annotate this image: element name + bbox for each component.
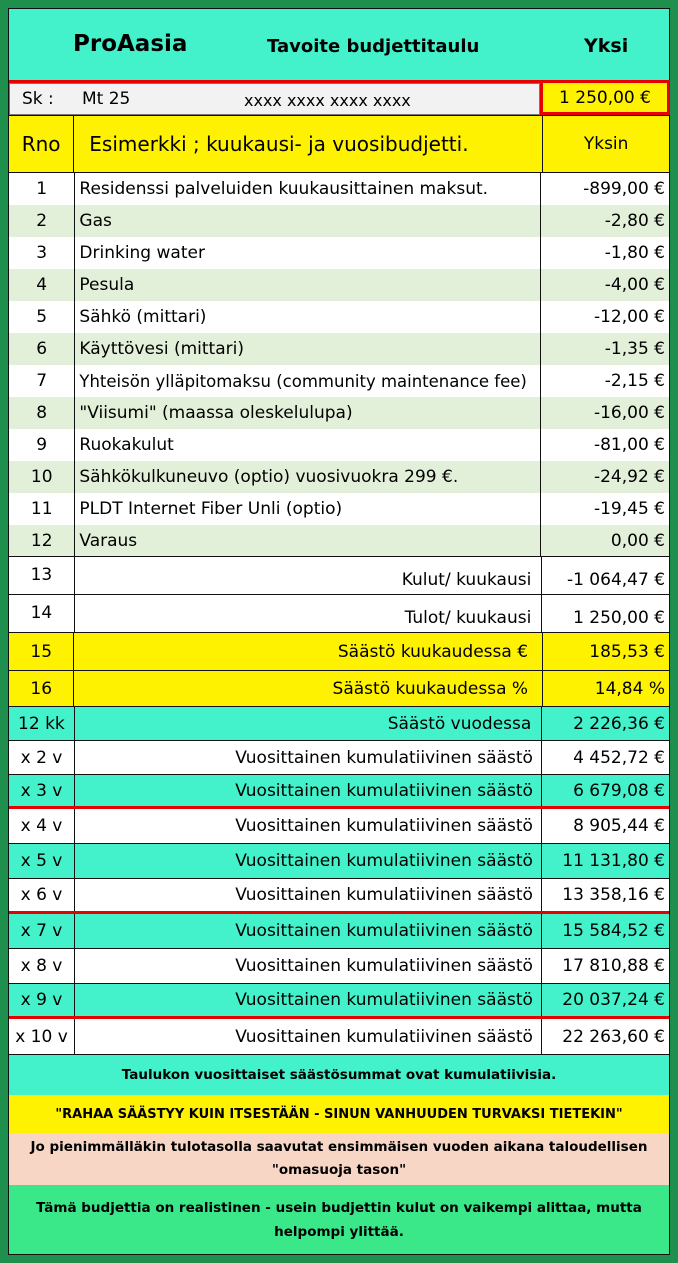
col-value-label: Yksin (583, 134, 629, 154)
year-period: x 8 v (9, 949, 75, 983)
year-period: x 2 v (9, 741, 75, 774)
item-value: 0,00 € (610, 530, 665, 551)
list-item (9, 269, 669, 301)
table-row (9, 707, 669, 741)
summary-value: 185,53 € (589, 641, 665, 662)
year-label: Vuosittainen kumulatiivinen säästö (75, 984, 542, 1016)
list-item (9, 365, 669, 397)
year-value: 6 679,08 € (573, 780, 665, 801)
item-description: Yhteisön ylläpitomaksu (community maintenance fee) (75, 365, 541, 397)
note-cumulative-text: Taulukon vuosittaiset säästösummat ovat kumulatiivisia. (121, 1067, 557, 1083)
masked-number: xxxx xxxx xxxx xxxx (244, 91, 411, 110)
summary-number: 13 (9, 557, 75, 594)
list-item (9, 525, 669, 557)
year-value: 20 037,24 € (562, 990, 665, 1010)
year-value: 13 358,16 € (562, 885, 665, 905)
year-label: Vuosittainen kumulatiivinen säästö (75, 844, 542, 878)
column-header (9, 115, 669, 173)
year-value: 2 226,36 € (573, 713, 666, 734)
item-description: PLDT Internet Fiber Unli (optio) (75, 493, 541, 525)
item-number: 1 (9, 173, 75, 205)
item-number: 5 (9, 301, 75, 333)
income-amount: 1 250,00 € (559, 87, 651, 108)
summary-value: 1 250,00 € (573, 608, 666, 628)
item-number: 11 (9, 493, 75, 525)
summary-label: Säästö kuukaudessa % (74, 671, 543, 706)
col-desc (74, 116, 543, 172)
brand-name: ProAasia (73, 31, 188, 57)
item-value: -899,00 € (583, 179, 665, 199)
summary-label: Tulot/ kuukausi (75, 595, 543, 632)
col-desc-label: Esimerkki ; kuukausi- ja vuosibudjetti. (89, 132, 469, 156)
summary-number: 14 (9, 595, 75, 632)
sheet-title: Tavoite budjettitaulu (267, 36, 480, 57)
note-income-level-text: Jo pienimmälläkin tulotasolla saavutat ensimmäisen vuoden aikana taloudellisen "omasuoja tason" (30, 1139, 648, 1178)
item-value: -2,15 € (604, 371, 665, 391)
table-row (9, 949, 669, 984)
year-label: Säästö vuodessa (75, 707, 543, 740)
item-description: Varaus (75, 525, 541, 556)
list-item (9, 397, 669, 429)
year-value: 17 810,88 € (562, 956, 665, 976)
item-value: -2,80 € (604, 211, 665, 231)
year-period: x 6 v (9, 879, 75, 911)
item-number: 8 (9, 397, 75, 429)
item-number: 7 (9, 365, 75, 397)
year-period: x 4 v (9, 809, 75, 843)
year-period: x 3 v (9, 775, 75, 806)
year-value: 22 263,60 € (562, 1026, 665, 1047)
table-row (9, 741, 669, 775)
list-item (9, 301, 669, 333)
col-value (543, 116, 669, 172)
summary-row-saving-pct (9, 671, 669, 707)
col-rno (9, 116, 74, 172)
table-row (9, 775, 669, 809)
header-right-label: Yksi (584, 35, 629, 57)
year-period: x 10 v (9, 1019, 75, 1054)
income-amount-box (540, 80, 670, 115)
note-cumulative (9, 1055, 669, 1095)
item-number: 10 (9, 461, 75, 493)
item-value: -4,00 € (604, 275, 665, 295)
item-number: 4 (9, 269, 75, 301)
account-row (9, 80, 669, 115)
table-row (9, 844, 669, 879)
note-slogan (9, 1095, 669, 1133)
list-item (9, 173, 669, 205)
summary-value: 14,84 % (594, 678, 665, 699)
item-description: Sähkökulkuneuvo (optio) vuosivuokra 299 €. (75, 461, 541, 493)
note-realistic-text: Tämä budjettia on realistinen - usein budjettin kulut on vaikempi alittaa, mutta helpompi ylittää. (36, 1199, 642, 1240)
sk-label: Sk : (22, 89, 54, 109)
item-number: 6 (9, 333, 75, 365)
list-item (9, 493, 669, 525)
year-period: x 5 v (9, 844, 75, 878)
note-realistic (9, 1185, 669, 1254)
table-row (9, 879, 669, 914)
table-row (9, 984, 669, 1019)
summary-number: 16 (9, 671, 74, 706)
item-number: 9 (9, 429, 75, 461)
note-slogan-text: "RAHAA SÄÄSTYY KUIN ITSESTÄÄN - SINUN VANHUUDEN TURVAKSI TIETEKIN" (55, 1106, 623, 1122)
year-value: 15 584,52 € (562, 921, 665, 941)
table-row (9, 914, 669, 949)
item-value: -19,45 € (593, 499, 665, 519)
item-description: Gas (75, 205, 541, 237)
item-number: 2 (9, 205, 75, 237)
item-value: -81,00 € (593, 435, 665, 455)
year-label: Vuosittainen kumulatiivinen säästö (75, 741, 542, 774)
year-label: Vuosittainen kumulatiivinen säästö (75, 914, 542, 948)
summary-row-income (9, 595, 669, 633)
list-item (9, 237, 669, 269)
year-label: Vuosittainen kumulatiivinen säästö (75, 775, 542, 806)
item-description: Ruokakulut (75, 429, 541, 461)
item-value: -12,00 € (593, 307, 665, 327)
mt-label: Mt 25 (82, 89, 131, 109)
year-label: Vuosittainen kumulatiivinen säästö (75, 879, 542, 911)
item-description: Sähkö (mittari) (75, 301, 541, 333)
summary-number: 15 (9, 633, 74, 670)
year-period: x 7 v (9, 914, 75, 948)
item-description: "Viisumi" (maassa oleskelulupa) (75, 397, 541, 429)
summary-value: -1 064,47 € (566, 570, 666, 590)
summary-row-expenses (9, 557, 669, 595)
list-item (9, 333, 669, 365)
item-value: -1,80 € (604, 243, 665, 263)
year-label: Vuosittainen kumulatiivinen säästö (75, 1019, 542, 1054)
list-item (9, 429, 669, 461)
list-item (9, 205, 669, 237)
summary-label: Säästö kuukaudessa € (74, 633, 543, 670)
year-period: x 9 v (9, 984, 75, 1016)
list-item (9, 461, 669, 493)
year-value: 4 452,72 € (573, 747, 665, 768)
item-description: Pesula (75, 269, 541, 301)
year-label: Vuosittainen kumulatiivinen säästö (75, 809, 542, 843)
col-rno-label: Rno (21, 132, 61, 156)
note-income-level (9, 1133, 669, 1185)
item-description: Drinking water (75, 237, 541, 269)
item-description: Käyttövesi (mittari) (75, 333, 541, 365)
table-row (9, 809, 669, 844)
title-bar (9, 9, 669, 80)
budget-sheet (8, 8, 670, 1255)
account-info (9, 83, 540, 115)
summary-label: Kulut/ kuukausi (75, 557, 543, 594)
year-label: Vuosittainen kumulatiivinen säästö (75, 949, 542, 983)
table-row (9, 1019, 669, 1055)
summary-row-saving-eur (9, 633, 669, 671)
item-description: Residenssi palveluiden kuukausittainen maksut. (75, 173, 541, 205)
year-period: 12 kk (9, 707, 75, 740)
item-number: 12 (9, 525, 75, 556)
year-value: 8 905,44 € (573, 816, 665, 836)
year-value: 11 131,80 € (562, 851, 665, 871)
item-number: 3 (9, 237, 75, 269)
item-value: -1,35 € (604, 339, 665, 359)
item-value: -24,92 € (593, 467, 665, 487)
item-value: -16,00 € (593, 403, 665, 423)
